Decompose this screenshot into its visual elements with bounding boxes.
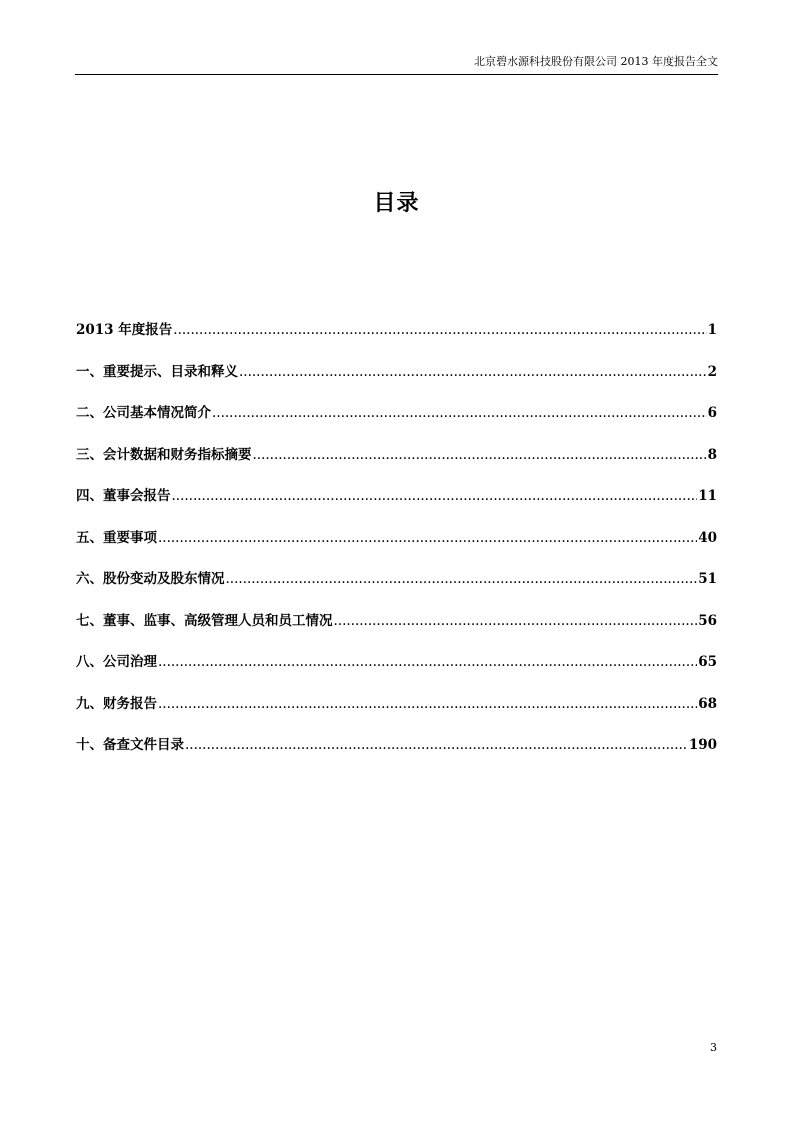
header-text: 北京碧水源科技股份有限公司 2013 年度报告全文 [474,55,718,68]
toc-entry[interactable] [76,526,717,568]
toc-entry-label: 七、董事、监事、高级管理人员和员工情况 [76,612,333,629]
toc-entry-page: 65 [698,654,717,670]
toc-entry-page: 6 [707,405,717,421]
toc-dot-leader [253,447,707,463]
toc-dot-leader [158,654,697,670]
page-number: 3 [710,1041,717,1054]
toc-dot-leader [158,696,697,712]
page-title: 目录 [373,190,420,216]
toc-entry-label: 2013 年度报告 [76,322,173,338]
toc-entry-page: 2 [707,363,717,380]
toc-dot-leader [158,530,697,546]
toc-entry-page: 68 [698,695,717,712]
toc-entry-page: 51 [698,571,717,587]
toc-entry-label: 一、重要提示、目录和释义 [76,363,238,380]
toc-entry[interactable] [76,360,717,402]
toc-entry-label: 六、股份变动及股东情况 [76,571,225,587]
toc-entry-label: 三、会计数据和财务指标摘要 [76,446,252,463]
toc-entry[interactable] [76,692,717,734]
toc-entry[interactable] [76,401,717,443]
toc-dot-leader [212,405,707,421]
toc-entry-page: 8 [707,446,717,463]
toc-entry[interactable] [76,650,717,692]
toc-dot-leader [172,488,698,504]
toc-entry[interactable] [76,733,717,775]
toc-entry[interactable] [76,318,717,360]
toc-dot-leader [226,571,698,587]
toc-entry[interactable] [76,609,717,651]
toc-dot-leader [334,613,698,629]
toc-dot-leader [173,322,706,338]
toc-entry-label: 八、公司治理 [76,654,157,670]
toc-entry-label: 四、董事会报告 [76,488,171,504]
toc-entry[interactable] [76,484,717,526]
toc-entry-page: 1 [707,322,717,338]
toc-dot-leader [239,364,707,380]
toc-entry-label: 二、公司基本情况简介 [76,405,211,421]
toc-dot-leader [185,737,688,753]
toc-entry-page: 40 [698,529,717,546]
toc-entry-page: 190 [688,737,717,753]
toc-entry-label: 九、财务报告 [76,695,157,712]
toc-entry-label: 十、备查文件目录 [76,737,184,753]
running-header [75,52,718,75]
toc-entry[interactable] [76,567,717,609]
toc-entry-page: 56 [698,612,717,629]
table-of-contents [76,318,717,775]
toc-entry-label: 五、重要事项 [76,529,157,546]
toc-entry-page: 11 [698,488,717,504]
toc-entry[interactable] [76,443,717,485]
